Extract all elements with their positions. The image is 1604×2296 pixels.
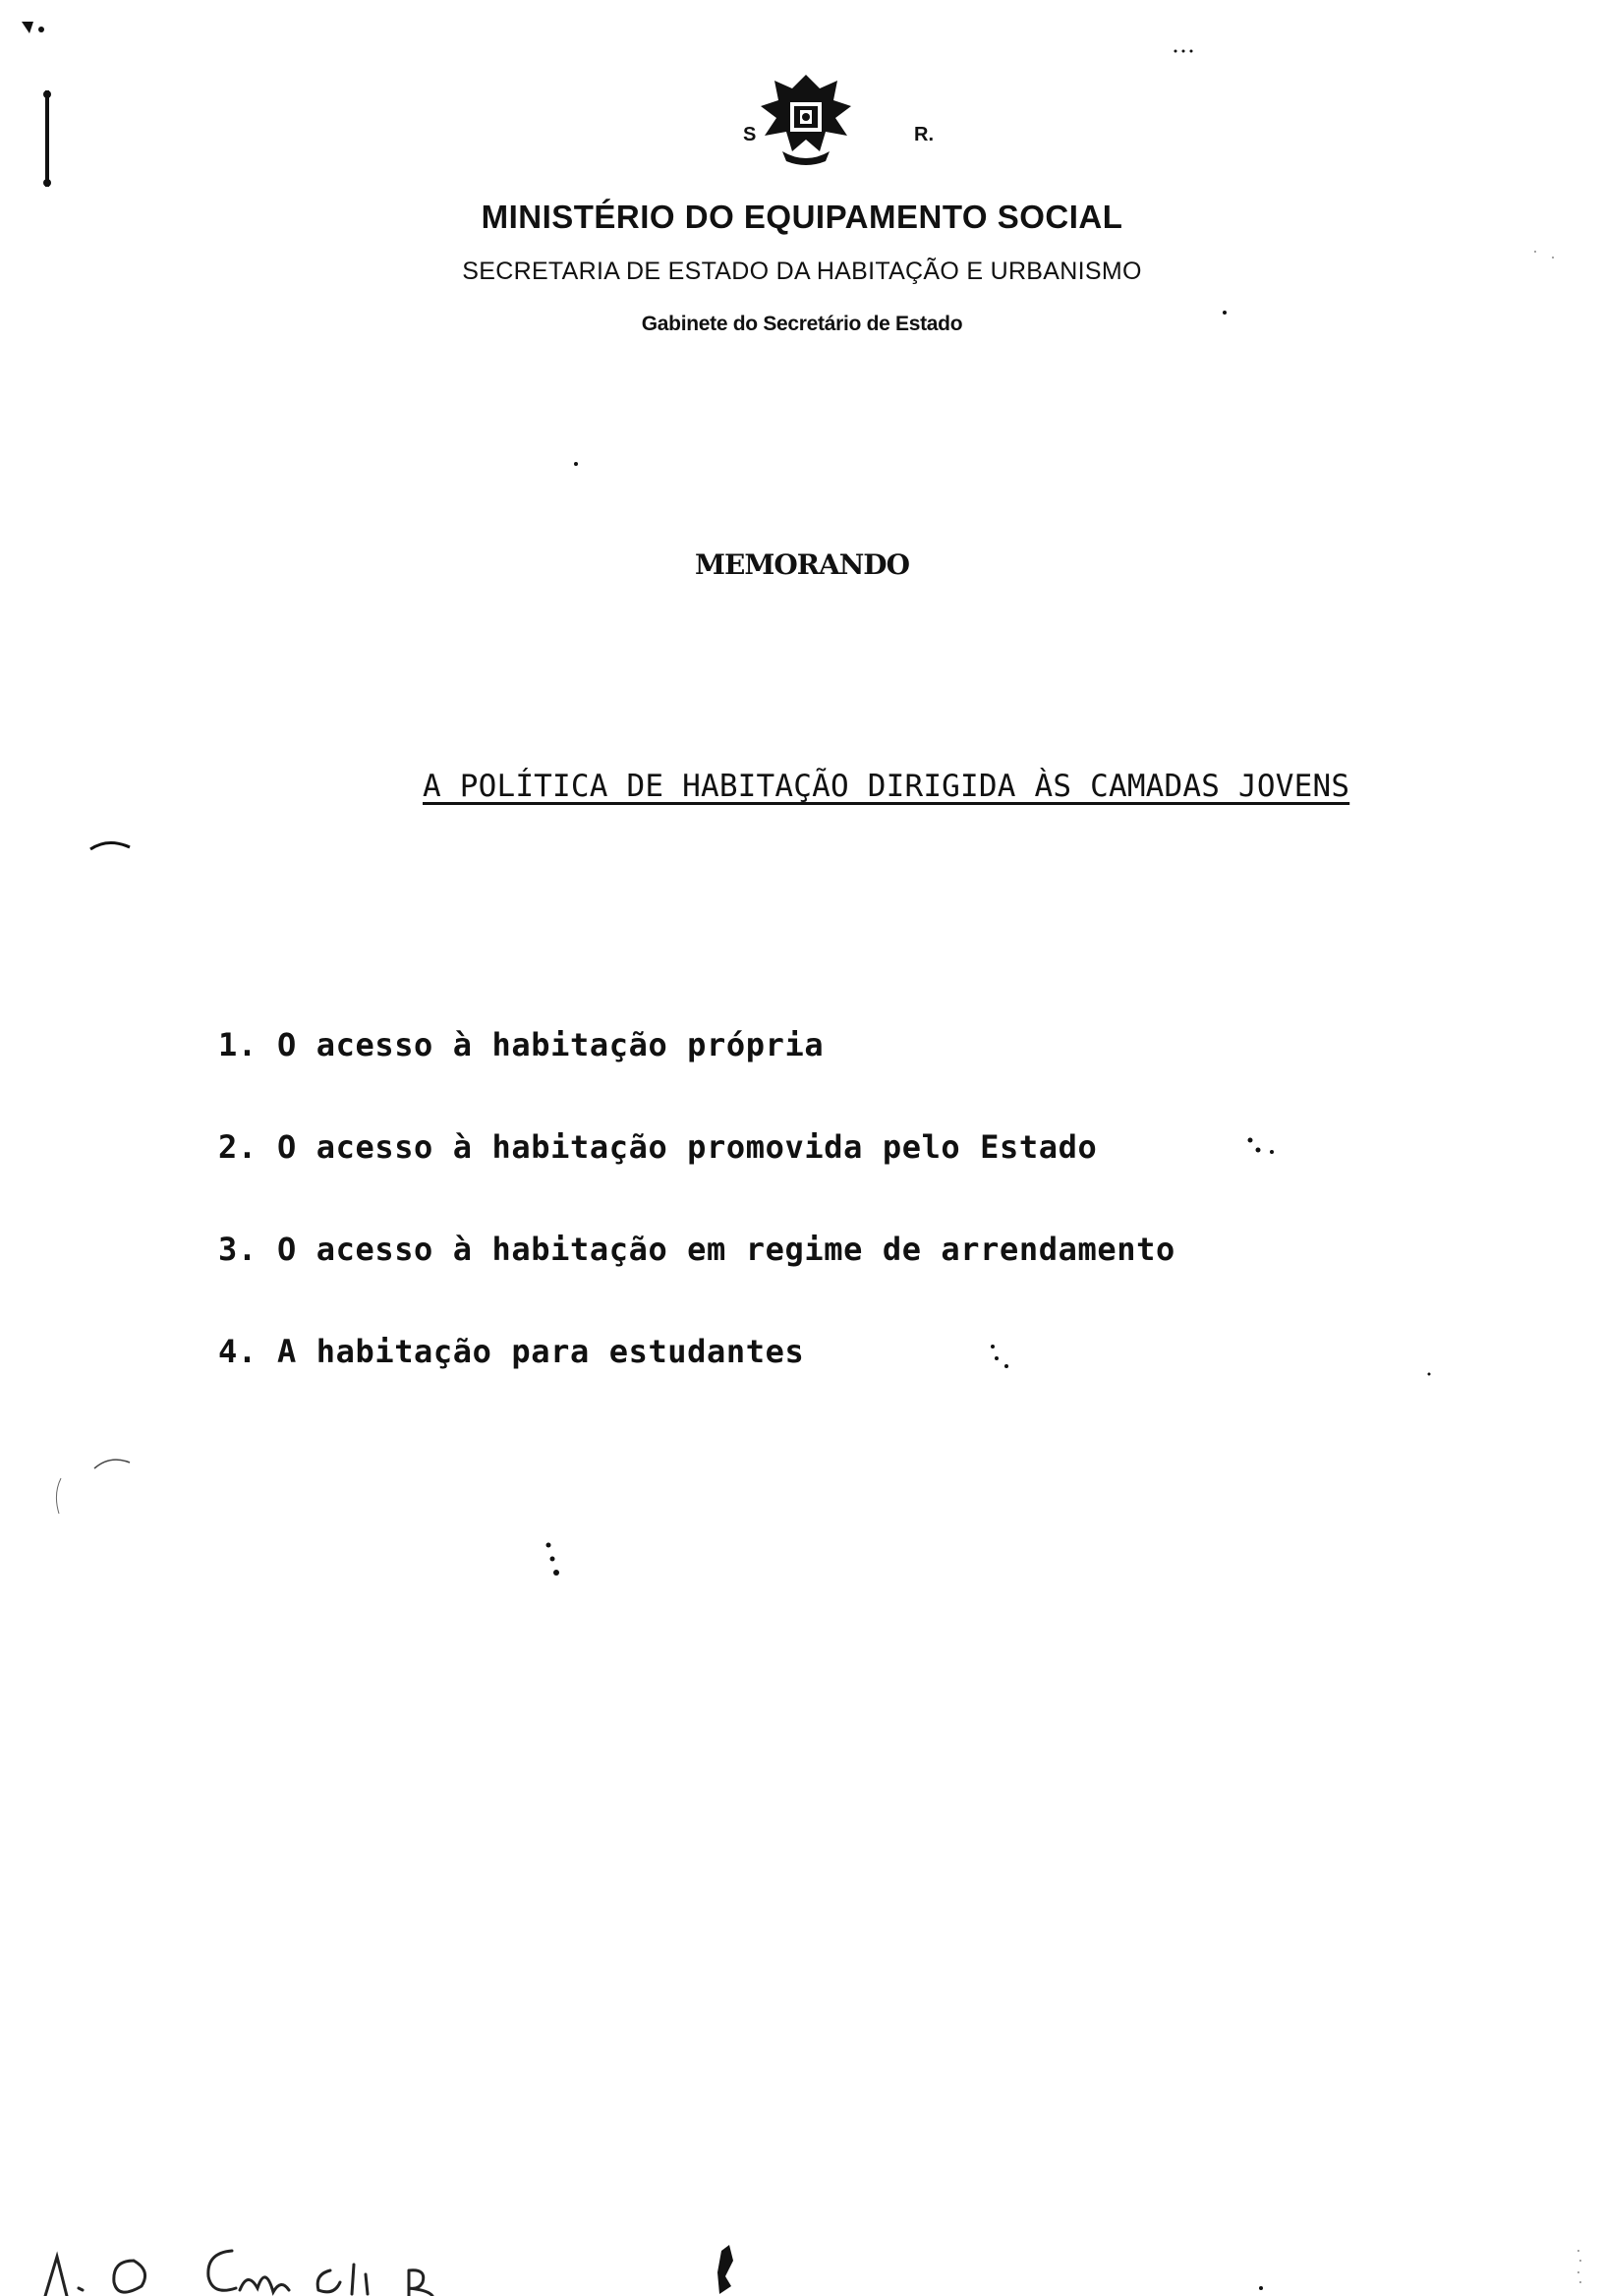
crest-letter-right: R. bbox=[914, 124, 934, 145]
document-type: MEMORANDO bbox=[695, 548, 909, 581]
crest-letter-left: S bbox=[743, 124, 757, 145]
cabinet-name: Gabinete do Secretário de Estado bbox=[641, 313, 963, 335]
list-item-text: O acesso à habitação em regime de arrendamento bbox=[277, 1231, 1175, 1268]
list-item bbox=[218, 1128, 1097, 1166]
list-item-text: A habitação para estudantes bbox=[277, 1333, 805, 1370]
list-item-number: 3. bbox=[218, 1231, 258, 1268]
list-item bbox=[218, 1231, 1175, 1268]
ministry-name: MINISTÉRIO DO EQUIPAMENTO SOCIAL bbox=[481, 199, 1123, 235]
list-item-text: O acesso à habitação promovida pelo Estado bbox=[277, 1128, 1098, 1166]
list-item-number: 2. bbox=[218, 1128, 258, 1166]
list-item bbox=[218, 1026, 824, 1063]
list-item-number: 1. bbox=[218, 1026, 258, 1063]
list-item bbox=[218, 1333, 804, 1370]
coat-of-arms-icon bbox=[688, 67, 924, 175]
list-item-text: O acesso à habitação própria bbox=[277, 1026, 825, 1063]
handwritten-signature bbox=[39, 2231, 550, 2296]
secretariat-name: SECRETARIA DE ESTADO DA HABITAÇÃO E URBANISMO bbox=[462, 258, 1142, 285]
list-item-number: 4. bbox=[218, 1333, 258, 1370]
document-title: A POLÍTICA DE HABITAÇÃO DIRIGIDA ÀS CAMADAS JOVENS bbox=[423, 769, 1350, 804]
